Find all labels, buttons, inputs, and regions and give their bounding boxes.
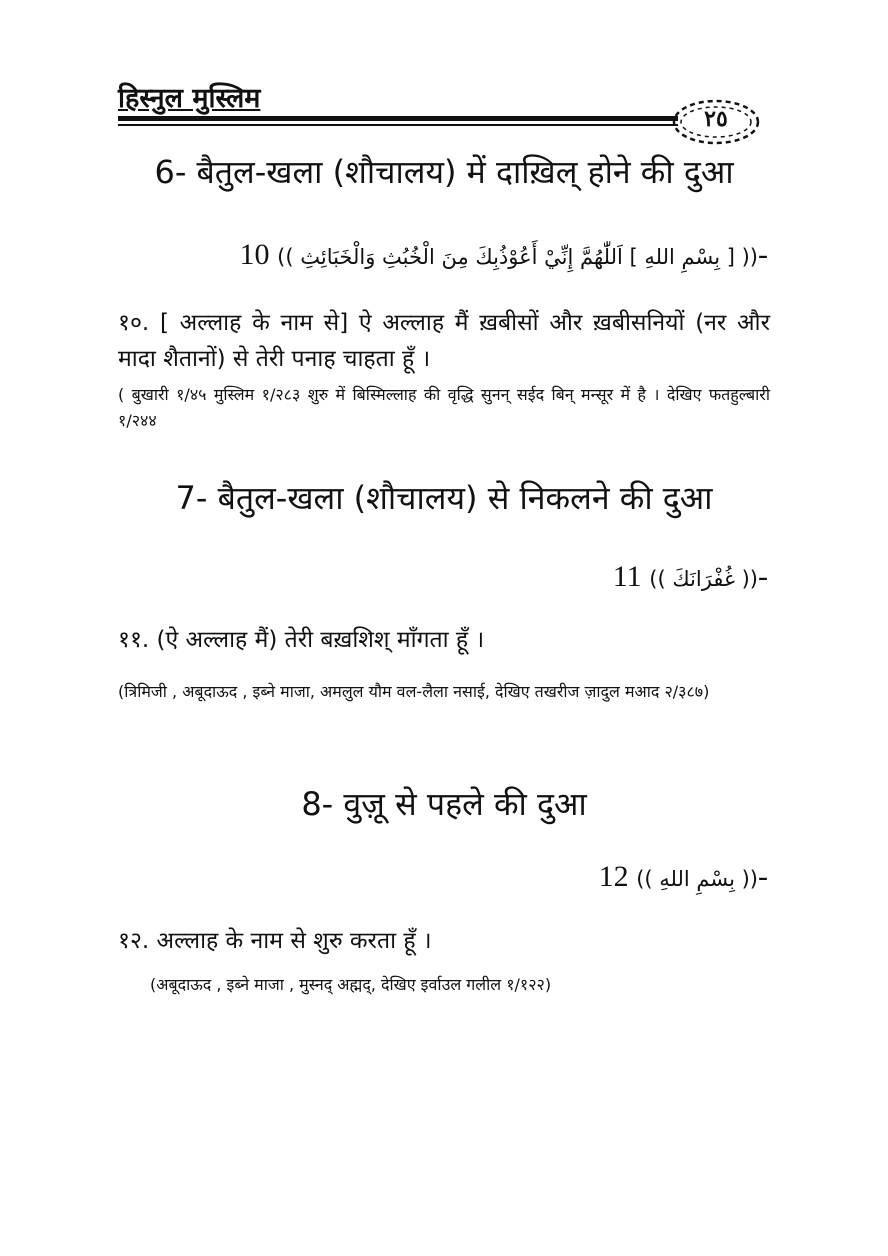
section-heading-6: 6- बैतुल-खला (शौचालय) में दाख़िल् होने की दुआ	[154, 153, 734, 191]
page-number-badge	[670, 96, 762, 148]
section-heading-8: 8- वुज़ू से पहले की दुआ	[301, 785, 587, 823]
section-heading-7: 7- बैतुल-खला (शौचालय) से निकलने की दुआ	[175, 479, 713, 517]
reference-11: (त्रिमिजी , अबूदाऊद , इब्ने माजा, अमलुल यौम वल-लैला नसाई, देखिए तखरीज ज़ादुल मआद २/३८७)	[118, 682, 710, 701]
arabic-text: (( بِسْمِ اللهِ ))	[636, 867, 758, 891]
dua-arabic-10	[240, 238, 768, 272]
dua-number: 10-	[239, 238, 768, 271]
page-number: ٢٥	[704, 106, 728, 132]
reference-10: ( बुखारी १/४५ मुस्लिम १/२८३ शुरु में बिस्मिल्लाह की वृद्धि सुनन् सईद बिन् मन्सूर में है । देखिए फतहुल्बारी १/२४४	[118, 385, 770, 430]
dua-arabic-11	[613, 560, 768, 594]
translation-10: १०. [ अल्लाह के नाम से] ऐ अल्लाह मैं ख़बीसों और ख़बीसनियों (नर और मादा शैतानों) से तेरी पनाह चाहता हूँ ।	[118, 310, 770, 372]
book-title: हिस्नुल मुस्लिम	[118, 83, 261, 114]
header-rule-thin	[118, 124, 678, 126]
reference-12: (अबूदाऊद , इब्ने माजा , मुस्नद् अह्मद्, देखिए इर्वाउल गलील १/१२२)	[150, 975, 552, 994]
dua-number: 12-	[598, 860, 768, 893]
dua-arabic-12	[599, 860, 768, 894]
arabic-text: (( غُفْرَانَكَ ))	[649, 567, 758, 591]
dua-number: 11-	[612, 560, 768, 593]
header-rule-thick	[118, 116, 678, 121]
translation-11: ११. (ऐ अल्लाह मैं) तेरी बख़शिश् माँगता हूँ ।	[118, 627, 485, 653]
translation-12: १२. अल्लाह के नाम से शुरु करता हूँ ।	[118, 928, 432, 954]
arabic-text: (( [ بِسْمِ اللهِ ] اَللّٰهُمَّ إِنِّيْ أَعُوْذُبِكَ مِنَ الْخُبُثِ وَالْخَبَائِثِ ))	[277, 245, 758, 269]
